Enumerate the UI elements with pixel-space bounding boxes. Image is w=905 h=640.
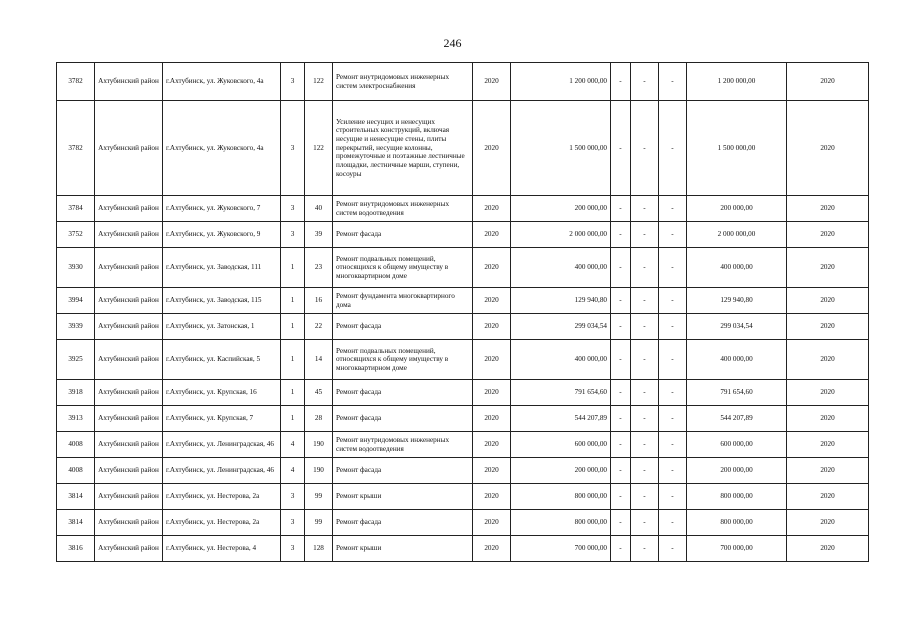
cell-id: 4008 [57, 458, 95, 484]
cell-dash-3: - [659, 432, 687, 458]
cell-work-type: Ремонт крыши [333, 484, 473, 510]
cell-floors: 4 [281, 458, 305, 484]
cell-year-end: 2020 [787, 536, 869, 562]
cell-floors: 3 [281, 101, 305, 196]
cell-dash-2: - [631, 458, 659, 484]
cell-dash-3: - [659, 101, 687, 196]
cell-address: г.Ахтубинск, ул. Заводская, 115 [163, 288, 281, 314]
cell-id: 4008 [57, 432, 95, 458]
cell-year: 2020 [473, 432, 511, 458]
cell-total: 200 000,00 [687, 458, 787, 484]
cell-apartments: 128 [305, 536, 333, 562]
cell-apartments: 122 [305, 101, 333, 196]
cell-dash-1: - [611, 406, 631, 432]
cell-address: г.Ахтубинск, ул. Крупская, 16 [163, 380, 281, 406]
cell-floors: 3 [281, 63, 305, 101]
cell-total: 700 000,00 [687, 536, 787, 562]
table-row [57, 288, 869, 314]
cell-district: Ахтубинский район [95, 248, 163, 288]
cell-dash-3: - [659, 484, 687, 510]
cell-total: 800 000,00 [687, 510, 787, 536]
cell-district: Ахтубинский район [95, 288, 163, 314]
table-row [57, 340, 869, 380]
cell-apartments: 28 [305, 406, 333, 432]
cell-dash-2: - [631, 288, 659, 314]
cell-id: 3918 [57, 380, 95, 406]
cell-year-end: 2020 [787, 288, 869, 314]
cell-dash-1: - [611, 458, 631, 484]
cell-amount: 400 000,00 [511, 340, 611, 380]
cell-dash-2: - [631, 63, 659, 101]
table-row [57, 458, 869, 484]
cell-dash-1: - [611, 248, 631, 288]
cell-total: 129 940,80 [687, 288, 787, 314]
table-row [57, 536, 869, 562]
cell-district: Ахтубинский район [95, 222, 163, 248]
cell-amount: 544 207,89 [511, 406, 611, 432]
cell-year: 2020 [473, 314, 511, 340]
cell-district: Ахтубинский район [95, 63, 163, 101]
cell-address: г.Ахтубинск, ул. Нестерова, 2а [163, 484, 281, 510]
cell-address: г.Ахтубинск, ул. Жуковского, 7 [163, 196, 281, 222]
cell-apartments: 39 [305, 222, 333, 248]
cell-dash-3: - [659, 458, 687, 484]
cell-floors: 1 [281, 380, 305, 406]
table-row [57, 510, 869, 536]
cell-work-type: Ремонт внутридомовых инженерных систем водоотведения [333, 196, 473, 222]
cell-total: 1 500 000,00 [687, 101, 787, 196]
cell-apartments: 190 [305, 432, 333, 458]
cell-total: 600 000,00 [687, 432, 787, 458]
cell-work-type: Ремонт фасада [333, 458, 473, 484]
cell-dash-2: - [631, 536, 659, 562]
cell-total: 544 207,89 [687, 406, 787, 432]
cell-year-end: 2020 [787, 458, 869, 484]
table-row [57, 196, 869, 222]
cell-floors: 1 [281, 288, 305, 314]
cell-address: г.Ахтубинск, ул. Затонская, 1 [163, 314, 281, 340]
cell-address: г.Ахтубинск, ул. Заводская, 111 [163, 248, 281, 288]
cell-year: 2020 [473, 288, 511, 314]
cell-dash-3: - [659, 63, 687, 101]
cell-work-type: Ремонт фундамента многоквартирного дома [333, 288, 473, 314]
cell-amount: 800 000,00 [511, 510, 611, 536]
cell-year: 2020 [473, 380, 511, 406]
cell-dash-2: - [631, 196, 659, 222]
cell-dash-1: - [611, 314, 631, 340]
table-row [57, 406, 869, 432]
cell-district: Ахтубинский район [95, 101, 163, 196]
cell-apartments: 16 [305, 288, 333, 314]
cell-total: 2 000 000,00 [687, 222, 787, 248]
cell-year: 2020 [473, 510, 511, 536]
cell-total: 400 000,00 [687, 340, 787, 380]
cell-address: г.Ахтубинск, ул. Ленинградская, 46 [163, 432, 281, 458]
repair-program-table [56, 62, 869, 562]
cell-total: 400 000,00 [687, 248, 787, 288]
cell-apartments: 22 [305, 314, 333, 340]
cell-floors: 3 [281, 222, 305, 248]
cell-work-type: Ремонт внутридомовых инженерных систем водоотведения [333, 432, 473, 458]
cell-work-type: Ремонт фасада [333, 510, 473, 536]
cell-year: 2020 [473, 63, 511, 101]
cell-amount: 1 200 000,00 [511, 63, 611, 101]
cell-dash-1: - [611, 380, 631, 406]
cell-total: 791 654,60 [687, 380, 787, 406]
cell-floors: 1 [281, 248, 305, 288]
cell-dash-3: - [659, 510, 687, 536]
cell-address: г.Ахтубинск, ул. Нестерова, 4 [163, 536, 281, 562]
cell-amount: 700 000,00 [511, 536, 611, 562]
cell-dash-1: - [611, 536, 631, 562]
table-row [57, 484, 869, 510]
cell-dash-2: - [631, 406, 659, 432]
cell-year: 2020 [473, 222, 511, 248]
cell-district: Ахтубинский район [95, 314, 163, 340]
cell-dash-1: - [611, 340, 631, 380]
cell-id: 3939 [57, 314, 95, 340]
cell-apartments: 45 [305, 380, 333, 406]
cell-dash-2: - [631, 248, 659, 288]
cell-district: Ахтубинский район [95, 340, 163, 380]
cell-amount: 600 000,00 [511, 432, 611, 458]
cell-id: 3816 [57, 536, 95, 562]
cell-apartments: 14 [305, 340, 333, 380]
cell-year: 2020 [473, 484, 511, 510]
cell-district: Ахтубинский район [95, 536, 163, 562]
table-row [57, 432, 869, 458]
cell-district: Ахтубинский район [95, 510, 163, 536]
cell-district: Ахтубинский район [95, 380, 163, 406]
cell-dash-3: - [659, 406, 687, 432]
cell-apartments: 23 [305, 248, 333, 288]
cell-year-end: 2020 [787, 432, 869, 458]
cell-amount: 200 000,00 [511, 458, 611, 484]
cell-dash-1: - [611, 101, 631, 196]
cell-total: 200 000,00 [687, 196, 787, 222]
cell-id: 3752 [57, 222, 95, 248]
cell-year-end: 2020 [787, 484, 869, 510]
cell-year-end: 2020 [787, 380, 869, 406]
cell-amount: 200 000,00 [511, 196, 611, 222]
cell-dash-2: - [631, 314, 659, 340]
cell-dash-2: - [631, 340, 659, 380]
cell-address: г.Ахтубинск, ул. Нестерова, 2а [163, 510, 281, 536]
cell-year: 2020 [473, 458, 511, 484]
cell-dash-3: - [659, 248, 687, 288]
cell-dash-1: - [611, 63, 631, 101]
cell-work-type: Ремонт фасада [333, 314, 473, 340]
cell-year-end: 2020 [787, 63, 869, 101]
cell-floors: 1 [281, 340, 305, 380]
cell-id: 3814 [57, 510, 95, 536]
cell-floors: 1 [281, 314, 305, 340]
cell-district: Ахтубинский район [95, 484, 163, 510]
cell-work-type: Усиление несущих и ненесущих строительных конструкций, включая несущие и ненесущие стены, плиты перекрытий, несущие колонны, промежуточные и поэтажные лестничные площадки, лестничные марши, ступени, косоуры [333, 101, 473, 196]
cell-district: Ахтубинский район [95, 406, 163, 432]
cell-dash-3: - [659, 536, 687, 562]
cell-year: 2020 [473, 536, 511, 562]
cell-dash-2: - [631, 380, 659, 406]
cell-year-end: 2020 [787, 196, 869, 222]
table-row [57, 314, 869, 340]
table-row [57, 101, 869, 196]
cell-dash-3: - [659, 196, 687, 222]
cell-year: 2020 [473, 340, 511, 380]
cell-address: г.Ахтубинск, ул. Крупская, 7 [163, 406, 281, 432]
cell-total: 800 000,00 [687, 484, 787, 510]
cell-amount: 129 940,80 [511, 288, 611, 314]
cell-work-type: Ремонт фасада [333, 380, 473, 406]
cell-dash-1: - [611, 484, 631, 510]
cell-amount: 2 000 000,00 [511, 222, 611, 248]
cell-dash-3: - [659, 222, 687, 248]
cell-year-end: 2020 [787, 510, 869, 536]
page-number: 246 [443, 36, 462, 50]
cell-work-type: Ремонт фасада [333, 406, 473, 432]
cell-dash-3: - [659, 288, 687, 314]
cell-district: Ахтубинский район [95, 432, 163, 458]
cell-apartments: 99 [305, 484, 333, 510]
cell-year-end: 2020 [787, 406, 869, 432]
cell-id: 3994 [57, 288, 95, 314]
cell-district: Ахтубинский район [95, 458, 163, 484]
cell-work-type: Ремонт подвальных помещений, относящихся к общему имуществу в многоквартирном доме [333, 340, 473, 380]
cell-year: 2020 [473, 196, 511, 222]
cell-id: 3930 [57, 248, 95, 288]
cell-apartments: 40 [305, 196, 333, 222]
cell-dash-1: - [611, 510, 631, 536]
table-row [57, 248, 869, 288]
cell-amount: 800 000,00 [511, 484, 611, 510]
cell-floors: 3 [281, 536, 305, 562]
cell-apartments: 122 [305, 63, 333, 101]
table-row [57, 63, 869, 101]
cell-address: г.Ахтубинск, ул. Жуковского, 4а [163, 63, 281, 101]
cell-district: Ахтубинский район [95, 196, 163, 222]
cell-dash-1: - [611, 196, 631, 222]
cell-year-end: 2020 [787, 248, 869, 288]
cell-floors: 1 [281, 406, 305, 432]
cell-work-type: Ремонт подвальных помещений, относящихся к общему имуществу в многоквартирном доме [333, 248, 473, 288]
cell-address: г.Ахтубинск, ул. Ленинградская, 46 [163, 458, 281, 484]
cell-id: 3782 [57, 101, 95, 196]
cell-total: 1 200 000,00 [687, 63, 787, 101]
table-body [57, 63, 869, 562]
table-row [57, 222, 869, 248]
cell-dash-2: - [631, 510, 659, 536]
cell-total: 299 034,54 [687, 314, 787, 340]
cell-year: 2020 [473, 101, 511, 196]
cell-floors: 3 [281, 196, 305, 222]
cell-floors: 4 [281, 432, 305, 458]
cell-dash-2: - [631, 484, 659, 510]
cell-dash-3: - [659, 380, 687, 406]
cell-floors: 3 [281, 484, 305, 510]
cell-year-end: 2020 [787, 314, 869, 340]
cell-amount: 299 034,54 [511, 314, 611, 340]
cell-id: 3784 [57, 196, 95, 222]
cell-year-end: 2020 [787, 340, 869, 380]
table-row [57, 380, 869, 406]
cell-dash-3: - [659, 340, 687, 380]
cell-work-type: Ремонт крыши [333, 536, 473, 562]
cell-dash-1: - [611, 222, 631, 248]
cell-year: 2020 [473, 406, 511, 432]
cell-dash-2: - [631, 101, 659, 196]
cell-dash-3: - [659, 314, 687, 340]
cell-year-end: 2020 [787, 222, 869, 248]
cell-id: 3782 [57, 63, 95, 101]
cell-amount: 1 500 000,00 [511, 101, 611, 196]
cell-apartments: 190 [305, 458, 333, 484]
cell-dash-2: - [631, 222, 659, 248]
cell-id: 3925 [57, 340, 95, 380]
cell-year: 2020 [473, 248, 511, 288]
cell-amount: 791 654,60 [511, 380, 611, 406]
cell-year-end: 2020 [787, 101, 869, 196]
cell-address: г.Ахтубинск, ул. Жуковского, 4а [163, 101, 281, 196]
cell-work-type: Ремонт внутридомовых инженерных систем электроснабжения [333, 63, 473, 101]
cell-dash-1: - [611, 432, 631, 458]
cell-amount: 400 000,00 [511, 248, 611, 288]
cell-dash-2: - [631, 432, 659, 458]
cell-address: г.Ахтубинск, ул. Каспийская, 5 [163, 340, 281, 380]
cell-id: 3913 [57, 406, 95, 432]
cell-work-type: Ремонт фасада [333, 222, 473, 248]
cell-id: 3814 [57, 484, 95, 510]
cell-floors: 3 [281, 510, 305, 536]
cell-apartments: 99 [305, 510, 333, 536]
cell-dash-1: - [611, 288, 631, 314]
cell-address: г.Ахтубинск, ул. Жуковского, 9 [163, 222, 281, 248]
